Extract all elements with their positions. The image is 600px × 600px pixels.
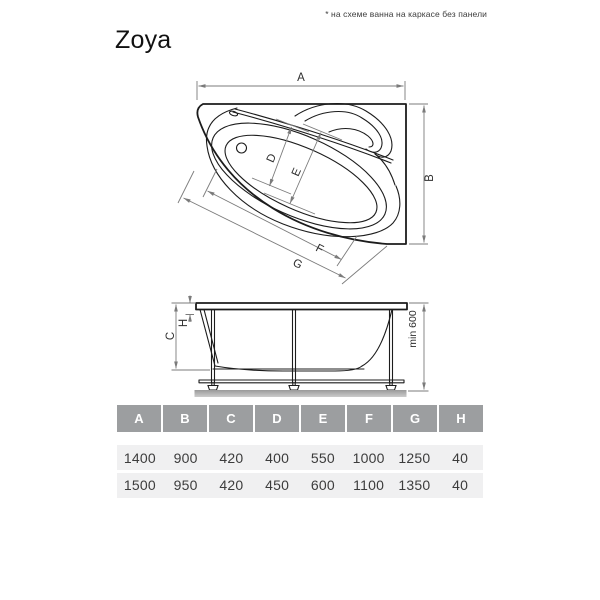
- table-header-row: [117, 405, 483, 432]
- table-cell: 450: [265, 477, 290, 493]
- table-row-1400: [117, 445, 483, 470]
- dim-label-B: B: [424, 174, 436, 182]
- table-cell: 900: [173, 449, 198, 466]
- table-header-cell-C: C: [209, 405, 253, 432]
- table-cell: 420: [219, 449, 244, 466]
- table-cell: 1250: [398, 449, 431, 466]
- tub-right-wall: [362, 310, 392, 367]
- dim-label-D: D: [264, 152, 280, 165]
- table-header-cell-B: B: [163, 405, 207, 432]
- dimension-H: [178, 296, 194, 328]
- dim-label-C: C: [165, 331, 177, 341]
- front-view: [165, 296, 429, 398]
- table-header-cell-F: F: [347, 405, 391, 432]
- table-header-cell-H: H: [439, 405, 483, 432]
- dimension-C: [165, 303, 210, 370]
- table-cell: 550: [310, 449, 335, 466]
- table-cell: 1100: [353, 477, 385, 493]
- table-row-1500: [117, 473, 483, 498]
- footnote: * на схеме ванна на каркасе без панели: [325, 9, 487, 19]
- dimension-A: [197, 72, 405, 100]
- table-header-cell-D: D: [255, 405, 299, 432]
- dim-label-H: H: [178, 318, 190, 328]
- table-cell: 1500: [123, 477, 156, 493]
- table-cell: 420: [219, 477, 244, 493]
- dimension-B: [409, 104, 436, 244]
- dim-label-A: A: [297, 72, 305, 84]
- product-title: Zoya: [115, 26, 172, 54]
- table-cell: 1400: [123, 449, 156, 466]
- table-header-cell-A: A: [117, 405, 161, 432]
- frame-bottom-rail: [199, 380, 404, 383]
- table-cell: 400: [265, 449, 290, 466]
- table-cell: 40: [452, 477, 469, 493]
- table-cell: 40: [452, 449, 469, 466]
- tub-left-wall: [200, 310, 215, 367]
- table-header-cell-E: E: [301, 405, 345, 432]
- table-cell: 950: [173, 477, 198, 493]
- table-cell: 600: [310, 477, 335, 493]
- ground-bar: [195, 390, 407, 397]
- dim-label-F: F: [313, 242, 326, 257]
- table-cell: 1350: [398, 477, 431, 493]
- table-cell: 1000: [352, 449, 385, 466]
- dimensions-table: [117, 405, 483, 500]
- dim-label-min-600: min 600: [407, 310, 419, 348]
- dim-label-G: G: [290, 256, 305, 272]
- table-header-cell-G: G: [393, 405, 437, 432]
- dim-label-E: E: [289, 166, 304, 179]
- table-body: [117, 445, 483, 498]
- tub-rim-profile: [196, 303, 407, 310]
- dimension-min-600: [407, 303, 429, 391]
- top-view: [178, 72, 436, 284]
